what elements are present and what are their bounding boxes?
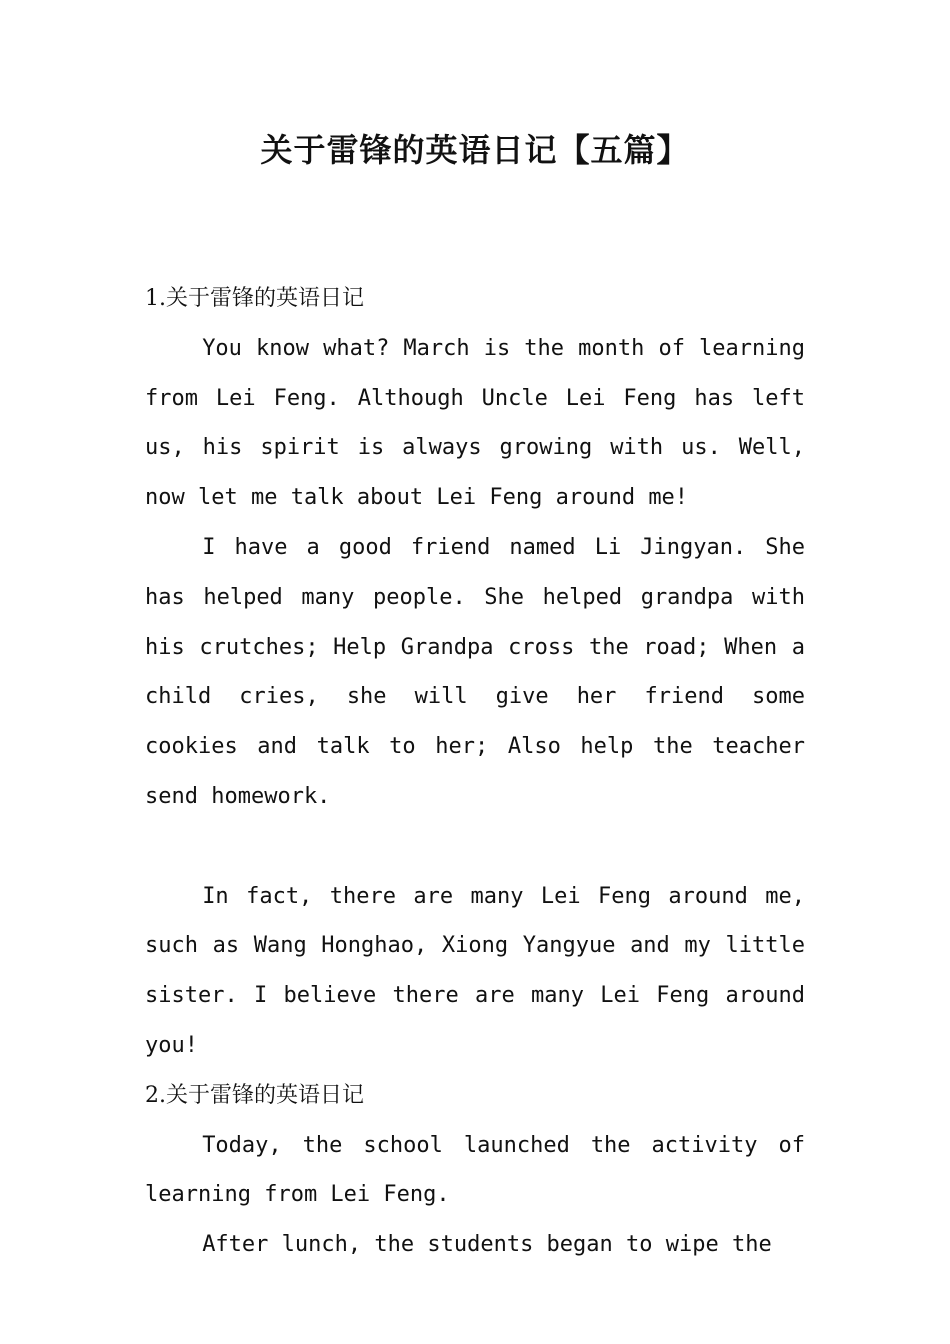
blank-line [145,822,805,872]
paragraph-1-2: I have a good friend named Li Jingyan. She has helped many people. She helped grandpa with his crutches; Help Grandpa cross the road; When a child cries, she will give her friend some cookies and talk to her; Also help the teacher send homework. [145,534,805,809]
paragraph-2-2: After lunch, the students began to wipe the [202,1232,772,1258]
paragraph-1-1: You know what? March is the month of learning from Lei Feng. Although Uncle Lei Feng has left us, his spirit is always growing with us. Well, now let me talk about Lei Feng around me! [145,335,805,511]
paragraph-2-1: Today, the school launched the activity of learning from Lei Feng. [145,1132,805,1208]
paragraph-1-3: In fact, there are many Lei Feng around me, such as Wang Honghao, Xiong Yangyue and my little sister. I believe there are many Lei Feng around you! [145,883,805,1058]
section-heading-2: 2.关于雷锋的英语日记 [145,1082,364,1108]
section-heading-1: 1.关于雷锋的英语日记 [145,286,364,311]
document-body [145,274,805,1270]
document-title: 关于雷锋的英语日记【五篇】 [260,131,690,169]
